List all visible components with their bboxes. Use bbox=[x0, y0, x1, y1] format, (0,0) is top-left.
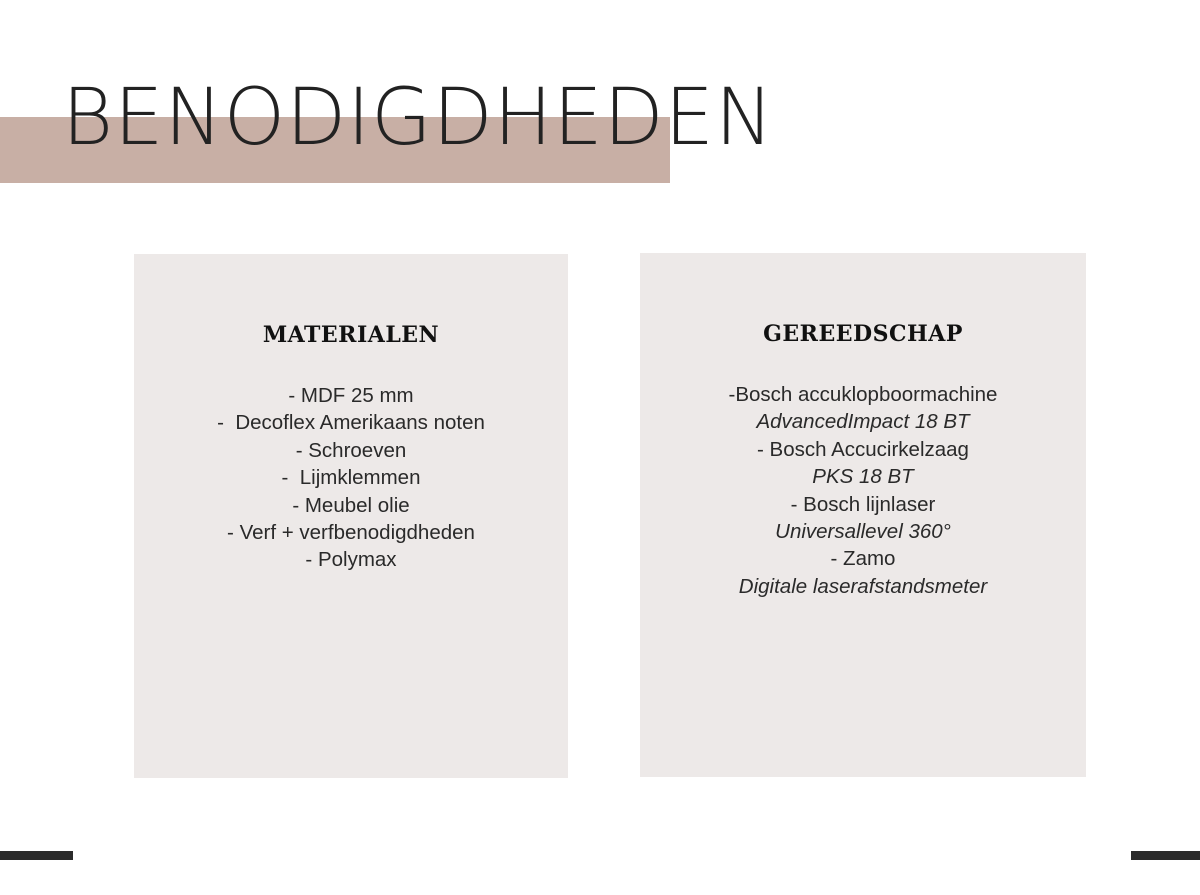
list-item: - Schroeven bbox=[295, 438, 407, 462]
footer-bar-right bbox=[1131, 851, 1200, 860]
gereedschap-list bbox=[640, 381, 1086, 600]
list-item-model: Digitale laserafstandsmeter bbox=[738, 574, 988, 598]
list-item: - Verf + verfbenodigdheden bbox=[227, 521, 475, 545]
list-item: - Lijmklemmen bbox=[281, 466, 421, 490]
gereedschap-heading: GEREEDSCHAP bbox=[763, 321, 963, 347]
materialen-list bbox=[134, 382, 568, 574]
list-item: - Bosch lijnlaser bbox=[790, 492, 936, 516]
list-item: -Bosch accuklopboormachine bbox=[728, 383, 998, 406]
list-item: - Bosch Accucirkelzaag bbox=[757, 437, 969, 461]
page-title: BENODIGDHEDEN bbox=[62, 73, 775, 163]
list-item-model: PKS 18 BT bbox=[812, 465, 914, 489]
list-item: - Polymax bbox=[305, 548, 397, 572]
list-item-model: AdvancedImpact 18 BT bbox=[756, 410, 970, 434]
list-item: - MDF 25 mm bbox=[288, 384, 414, 407]
materialen-heading: MATERIALEN bbox=[262, 322, 440, 348]
list-item-model: Universallevel 360° bbox=[775, 520, 951, 544]
list-item: - Zamo bbox=[830, 547, 896, 571]
list-item: - Meubel olie bbox=[292, 493, 410, 517]
gereedschap-card bbox=[640, 253, 1086, 777]
footer-bar-left bbox=[0, 851, 73, 860]
list-item: - Decoflex Amerikaans noten bbox=[217, 411, 485, 435]
materialen-card bbox=[134, 254, 568, 778]
